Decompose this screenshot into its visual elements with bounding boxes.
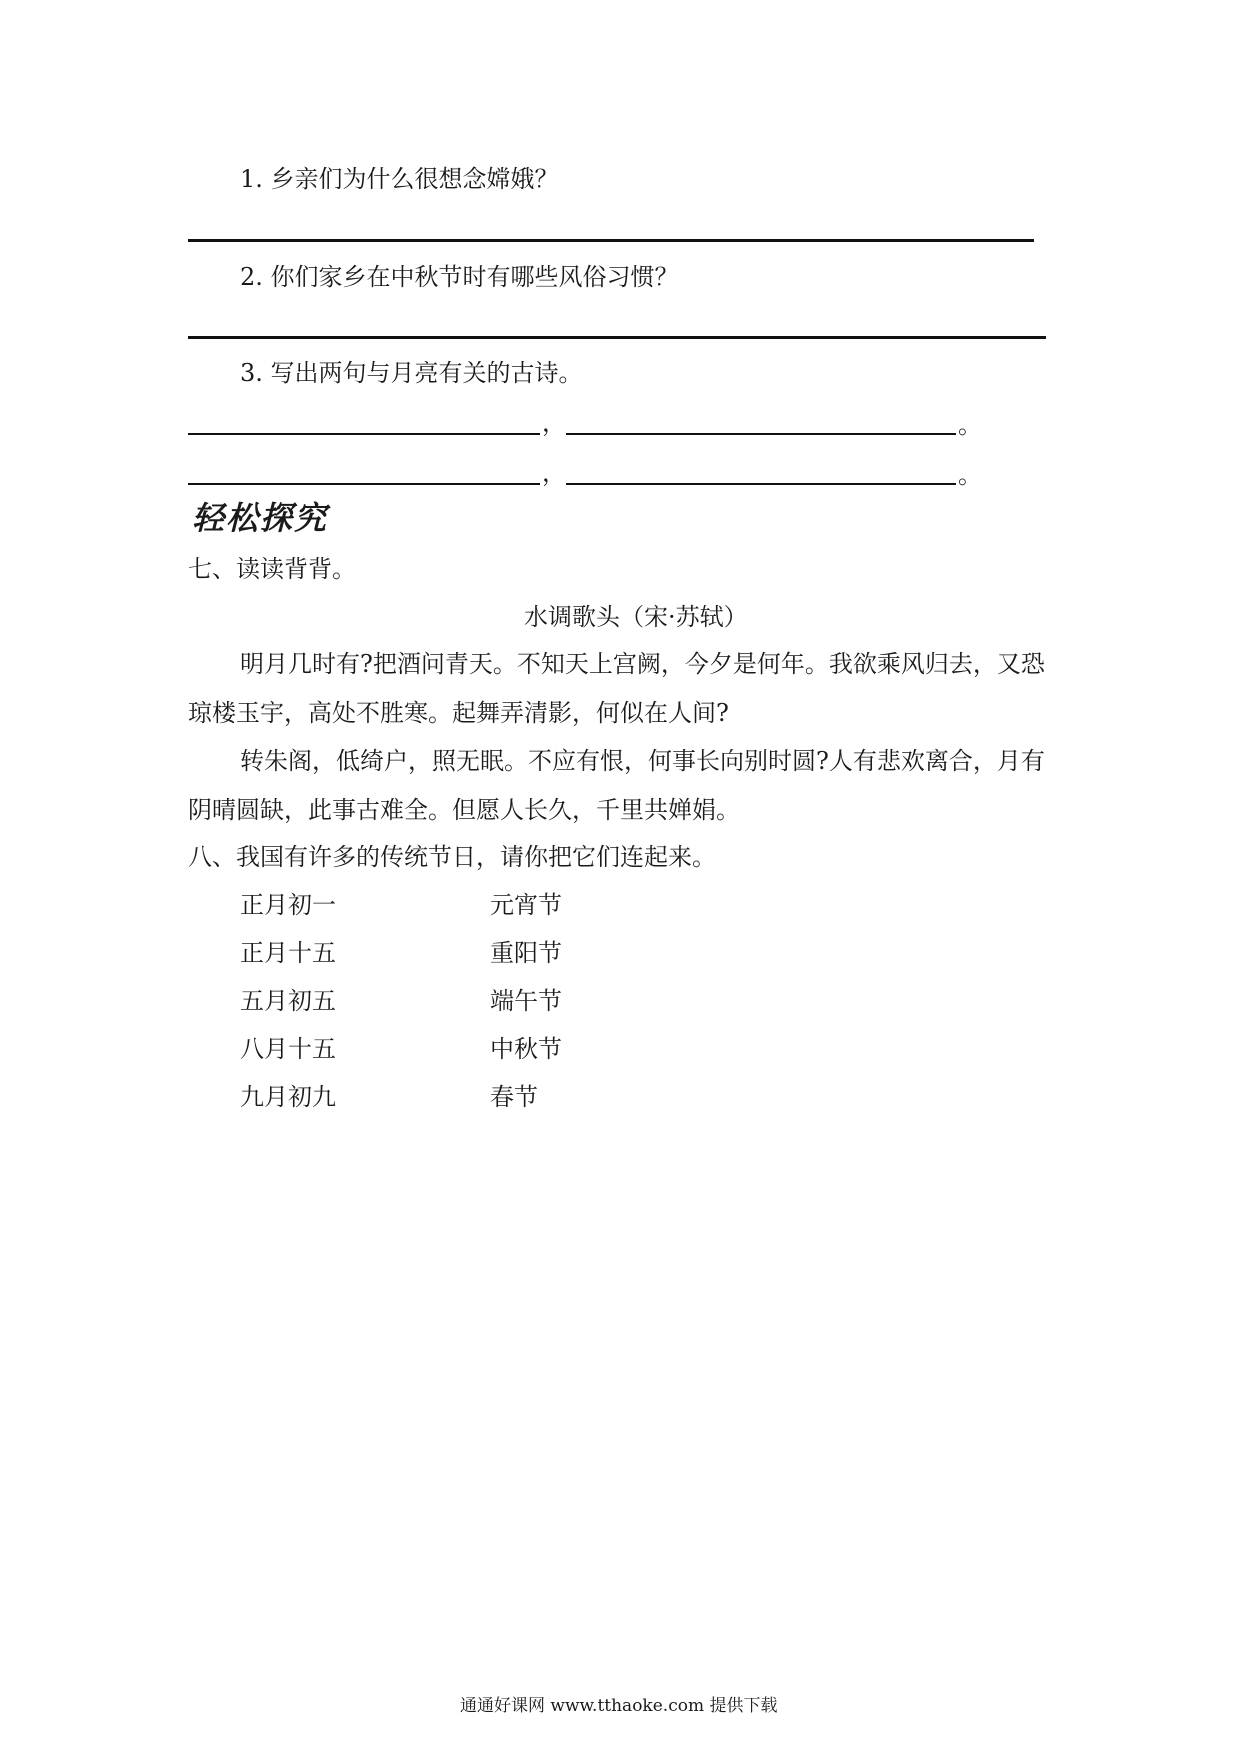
- date-item[interactable]: 五月初五: [240, 987, 336, 1015]
- festival-item[interactable]: 重阳节: [490, 939, 562, 967]
- date-item[interactable]: 九月初九: [240, 1083, 336, 1111]
- answer-line-1[interactable]: [188, 239, 1034, 242]
- section-7-title: 七、读读背背。: [188, 555, 356, 583]
- festival-item[interactable]: 元宵节: [490, 891, 562, 919]
- question-1: 1. 乡亲们为什么很想念嫦娥？: [240, 165, 559, 193]
- answer-line-2[interactable]: [188, 336, 1046, 339]
- period-2: 。: [958, 461, 982, 489]
- section-heading: 轻松探究: [192, 499, 329, 537]
- page-footer: 通通好课网 www.tthaoke.com 提供下载: [460, 1696, 778, 1716]
- comma-1: ，: [542, 409, 566, 437]
- poem-paragraph-2: 转朱阁，低绮户，照无眠。不应有恨，何事长向别时圆?人有悲欢离合，月有阴晴圆缺，此事古难全。但愿人长久，千里共婵娟。: [188, 747, 1045, 824]
- festival-item[interactable]: 端午节: [490, 987, 562, 1015]
- festival-item[interactable]: 中秋节: [490, 1035, 562, 1063]
- poem-blank-2a[interactable]: [188, 483, 540, 485]
- poem-paragraph-1: 明月几时有?把酒问青天。不知天上宫阙，今夕是何年。我欲乘风归去，又恐琼楼玉宇，高处不胜寒。起舞弄清影，何似在人间?: [188, 650, 1045, 727]
- poem-blank-2b[interactable]: [566, 483, 956, 485]
- comma-2: ，: [542, 459, 566, 487]
- date-item[interactable]: 正月十五: [240, 939, 336, 967]
- poem-blank-1a[interactable]: [188, 433, 540, 435]
- poem-blank-1b[interactable]: [566, 433, 956, 435]
- question-2: 2. 你们家乡在中秋节时有哪些风俗习惯？: [240, 263, 679, 291]
- question-3: 3. 写出两句与月亮有关的古诗。: [240, 359, 583, 387]
- date-item[interactable]: 八月十五: [240, 1035, 336, 1063]
- festival-item[interactable]: 春节: [490, 1083, 538, 1111]
- date-item[interactable]: 正月初一: [240, 891, 336, 919]
- poem-title: 水调歌头（宋·苏轼）: [524, 603, 748, 631]
- section-8-title: 八、我国有许多的传统节日，请你把它们连起来。: [188, 843, 716, 871]
- period-1: 。: [958, 411, 982, 439]
